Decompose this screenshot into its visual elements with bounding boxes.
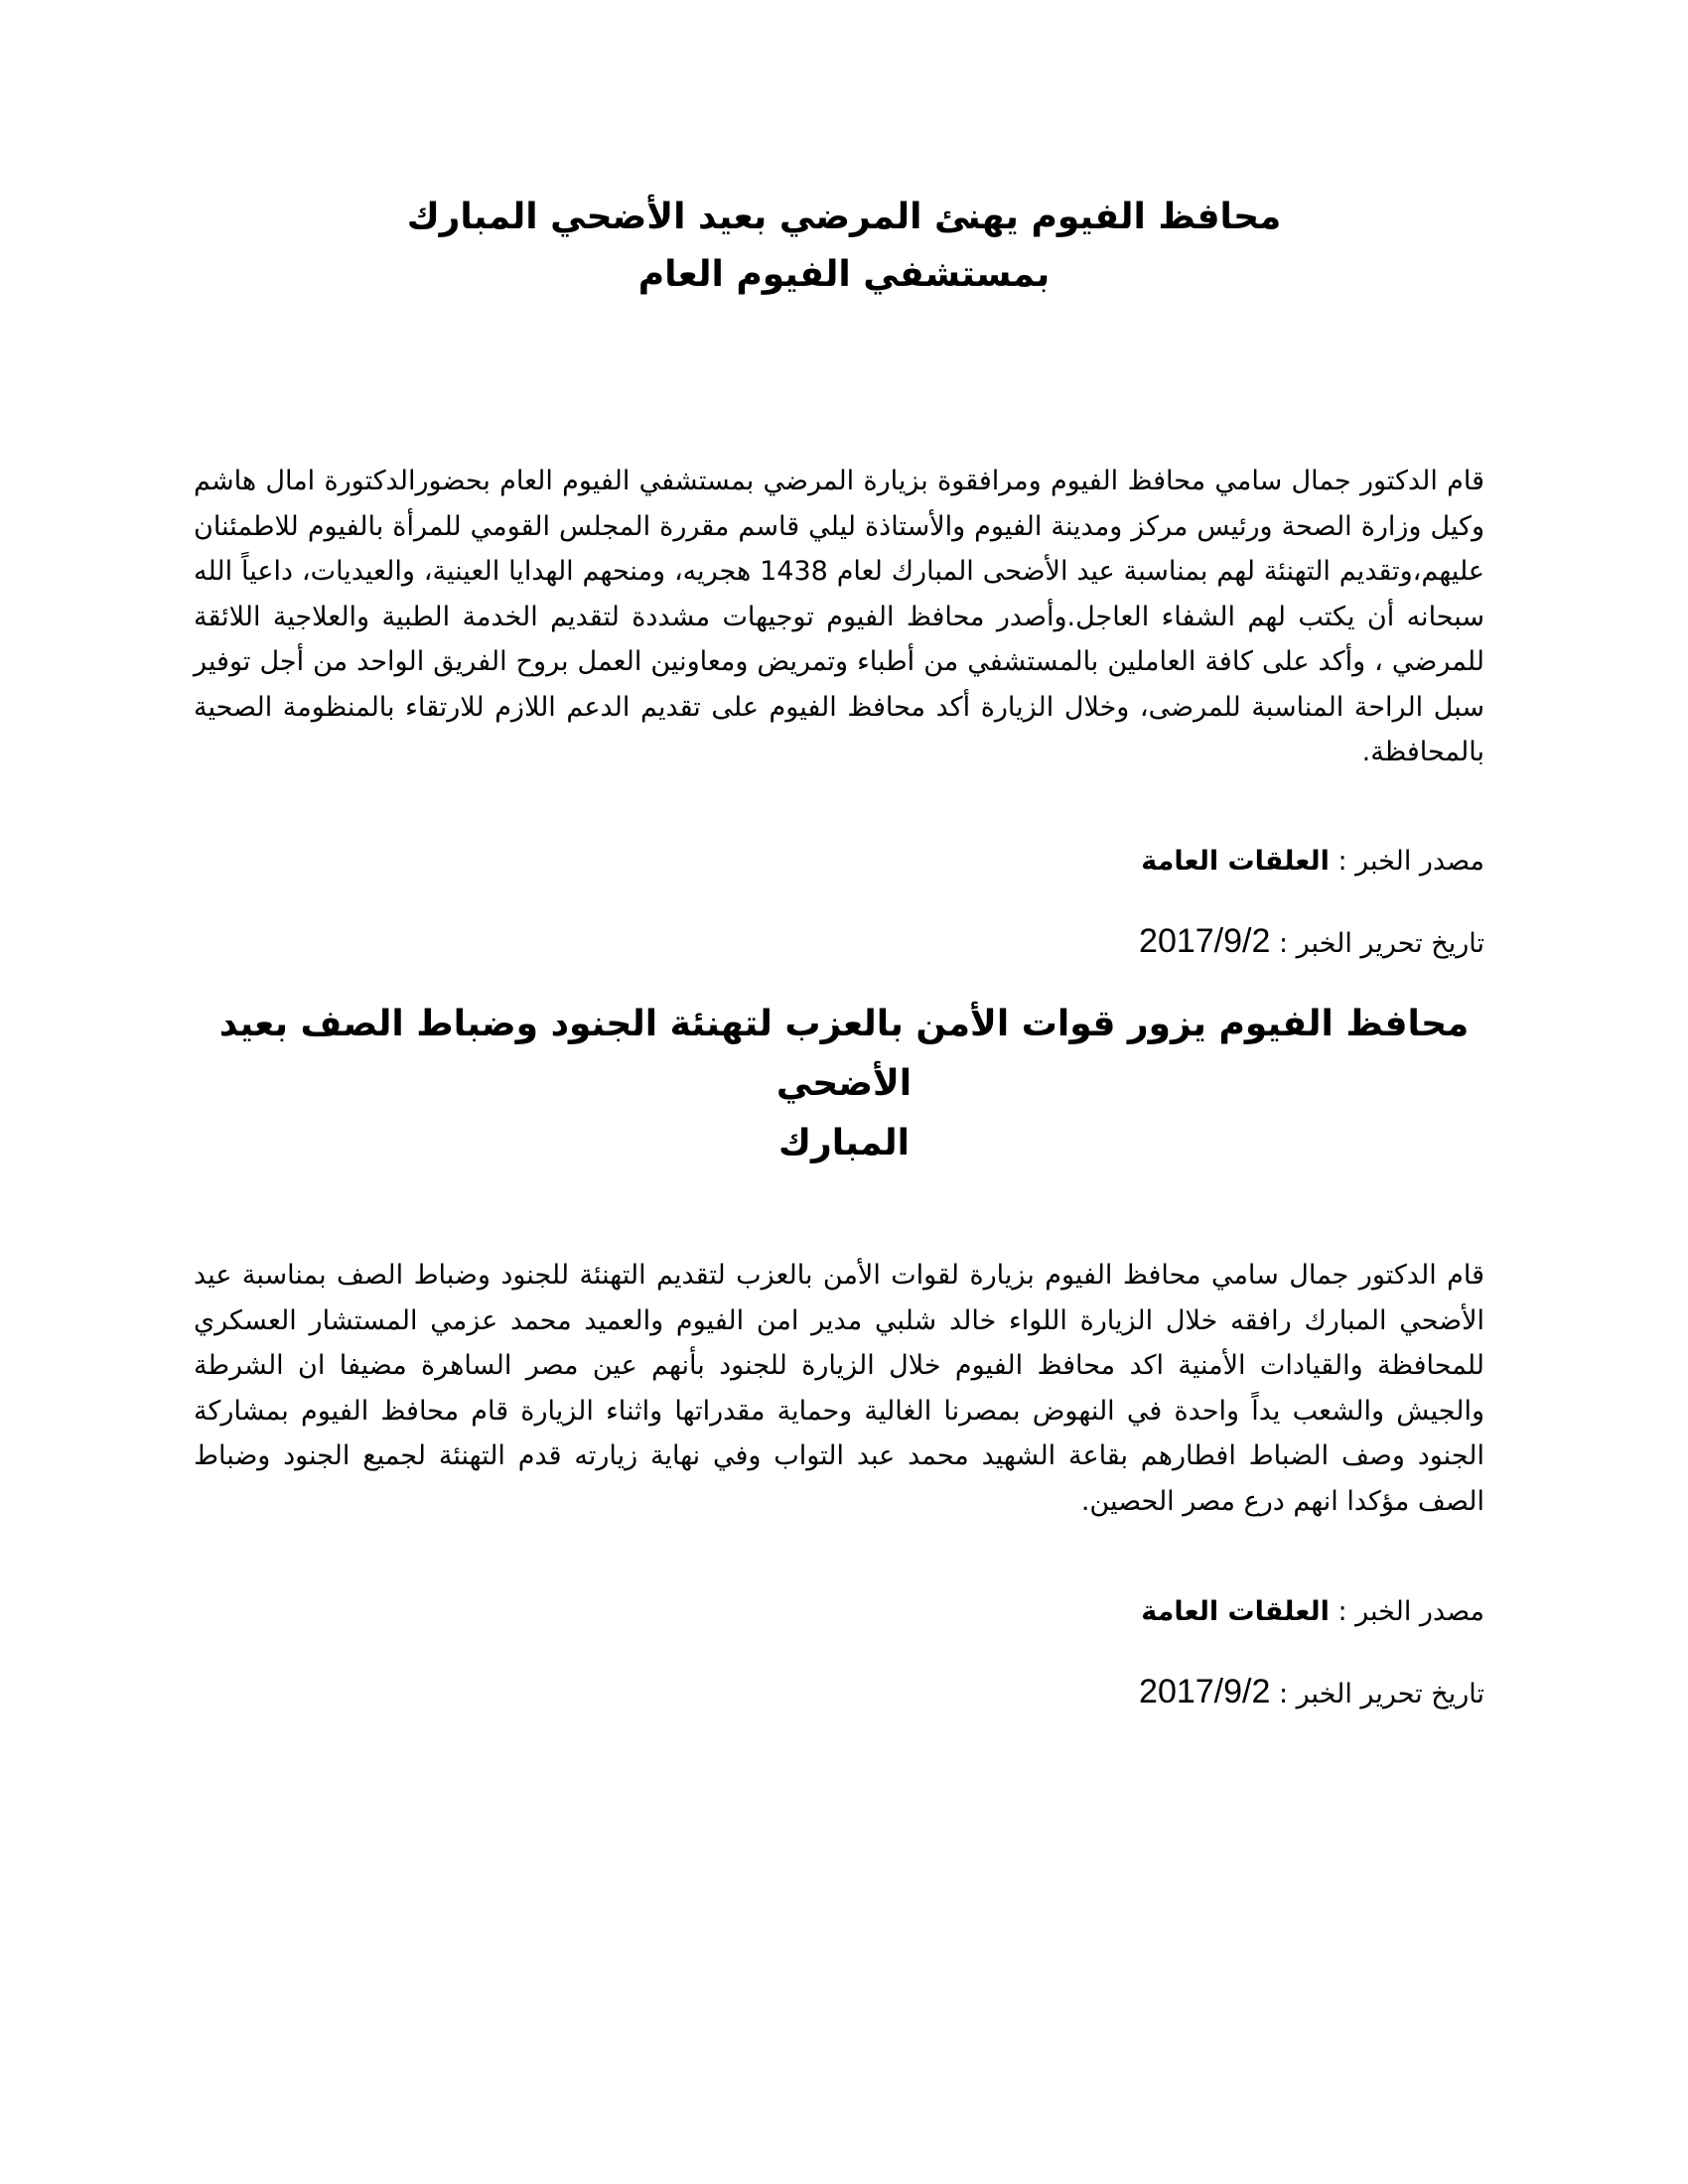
article1-body: قام الدكتور جمال سامي محافظ الفيوم ومرافقوة بزيارة المرضي بمستشفي الفيوم العام بحضورالدكتورة امال هاشم وكيل وزارة الصحة ورئيس مركز ومدينة الفيوم والأستاذة ليلي قاسم مقررة المجلس القومي للمرأة بالفيوم للاطمئنان عليهم،وتقديم التهنئة لهم بمناسبة عيد الأضحى المبارك لعام 1438 هجريه، ومنحهم الهدايا العينية، والعيديات، داعياً الله سبحانه أن يكتب لهم الشفاء العاجل.وأصدر محافظ الفيوم توجيهات مشددة لتقديم الخدمة الطبية والعلاجية اللائقة للمرضي ، وأكد على كافة العاملين بالمستشفي من أطباء وتمريض ومعاونين العمل بروح الفريق الواحد من أجل توفير سبل الراحة المناسبة للمرضى، وخلال الزيارة أكد محافظ الفيوم على تقديم الدعم اللازم للارتقاء بالمنظومة الصحية بالمحافظة.: [194, 466, 1485, 767]
article2-source-label: مصدر الخبر :: [1329, 1596, 1484, 1627]
article1-title-line2: بمستشفي الفيوم العام: [637, 254, 1051, 295]
article1-date-label: تاريخ تحرير الخبر :: [1270, 928, 1484, 959]
article2-date-value: 2017/9/2: [1139, 1673, 1271, 1710]
article2-title-line2: المبارك: [778, 1123, 910, 1163]
article2-date-label: تاريخ تحرير الخبر :: [1270, 1679, 1484, 1709]
article2-source: [194, 1592, 1484, 1632]
article1-title: [248, 189, 1440, 304]
article2-title: [189, 995, 1499, 1173]
article1-source-label: مصدر الخبر :: [1329, 846, 1484, 877]
article2-date: [194, 1672, 1484, 1714]
article1-date-value: 2017/9/2: [1139, 922, 1271, 960]
article1-title-line1: محافظ الفيوم يهنئ المرضي بعيد الأضحي المبارك: [406, 197, 1282, 237]
article2-title-line1: محافظ الفيوم يزور قوات الأمن بالعزب لتهنئة الجنود وضباط الصف بعيد الأضحي: [218, 1004, 1470, 1104]
article2-body: قام الدكتور جمال سامي محافظ الفيوم بزيارة لقوات الأمن بالعزب لتقديم التهنئة للجنود وضباط الصف بمناسبة عيد الأضحي المبارك رافقه خلال الزيارة اللواء خالد شلبي مدير امن الفيوم والعميد محمد عزمي المستشار العسكري للمحافظة والقيادات الأمنية اكد محافظ الفيوم خلال الزيارة للجنود بأنهم عين مصر الساهرة مضيفا ان الشرطة والجيش والشعب يداً واحدة في النهوض بمصرنا الغالية وحماية مقدراتها واثناء الزيارة قام محافظ الفيوم بمشاركة الجنود وصف الضباط افطارهم بقاعة الشهيد محمد عبد التواب وفي نهاية زيارته قدم التهنئة لجميع الجنود وضباط الصف مؤكدا انهم درع مصر الحصين.: [194, 1260, 1484, 1517]
article1-source: [194, 842, 1484, 882]
article2-source-value: العلقات العامة: [1141, 1596, 1330, 1627]
article1-date: [194, 921, 1484, 964]
article1-source-value: العلقات العامة: [1141, 846, 1330, 877]
